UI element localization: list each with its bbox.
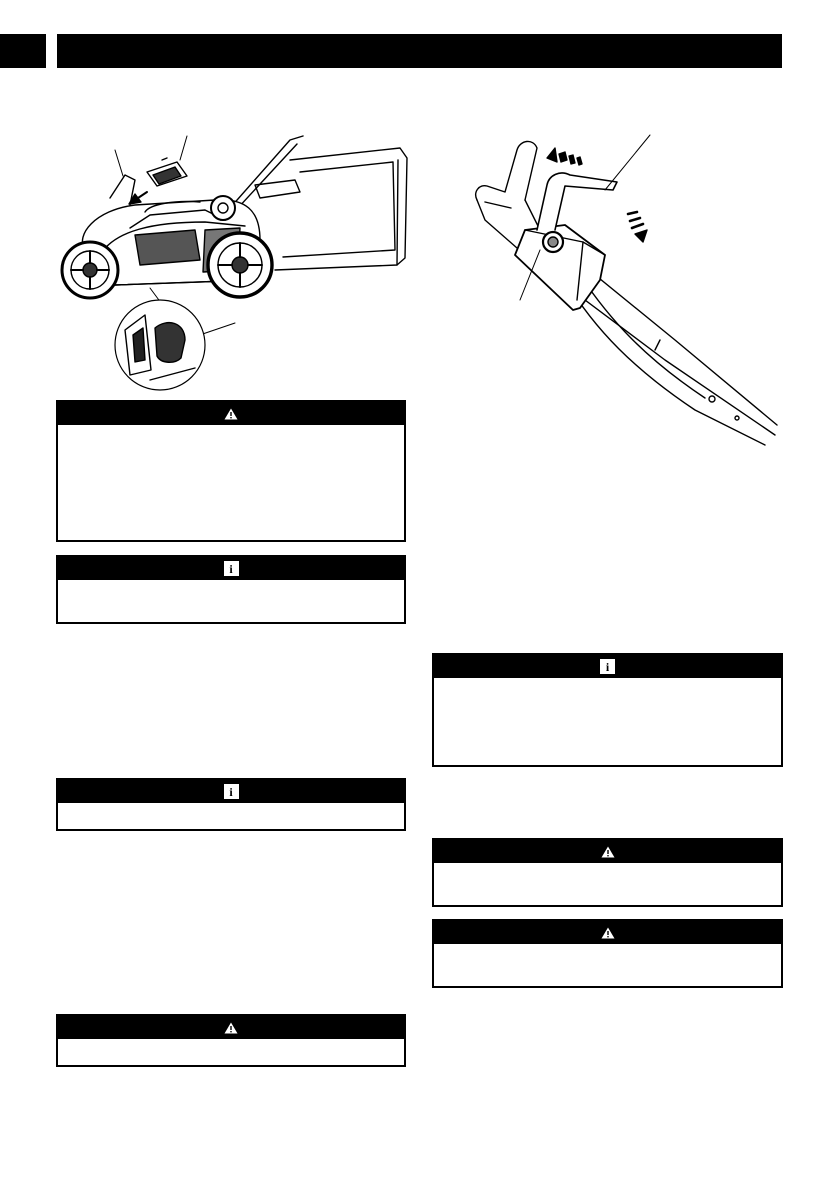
warning-header xyxy=(434,840,781,863)
warning-box xyxy=(432,838,783,907)
warning-box xyxy=(56,1014,406,1067)
note-header xyxy=(58,557,404,580)
note-box xyxy=(56,555,406,624)
note-header xyxy=(434,655,781,678)
warning-header xyxy=(58,1016,404,1039)
info-icon: i xyxy=(600,659,615,674)
warning-triangle-icon xyxy=(601,846,615,858)
mower-battery-figure xyxy=(55,130,410,392)
language-tab xyxy=(0,34,46,68)
section-header-bar xyxy=(57,34,782,68)
info-icon: i xyxy=(224,561,239,576)
warning-triangle-icon xyxy=(601,927,615,939)
warning-header xyxy=(434,921,781,944)
info-icon: i xyxy=(224,784,239,799)
warning-triangle-icon xyxy=(224,1022,238,1034)
warning-header xyxy=(58,402,404,425)
note-header xyxy=(58,780,404,803)
note-box xyxy=(56,778,406,831)
warning-triangle-icon xyxy=(224,408,238,420)
warning-box xyxy=(56,400,406,542)
handle-adjustment-figure xyxy=(465,130,785,448)
note-box xyxy=(432,653,783,767)
warning-box xyxy=(432,919,783,988)
